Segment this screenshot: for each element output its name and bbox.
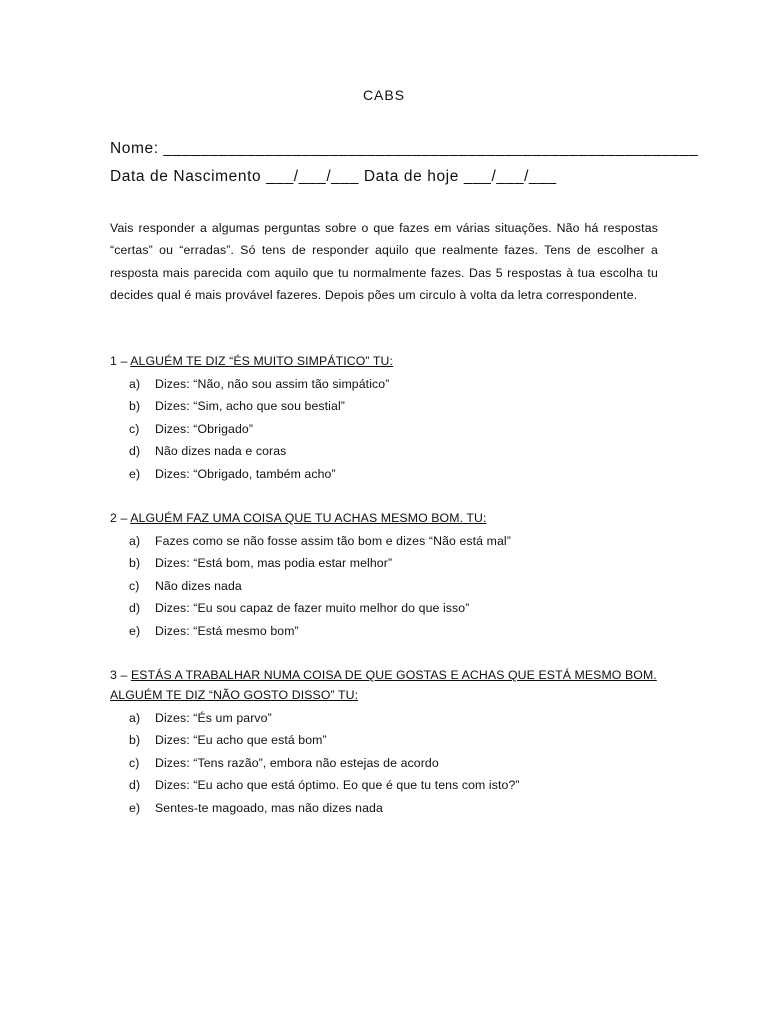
question-heading — [110, 508, 670, 528]
option-letter: d) — [129, 778, 141, 793]
option-e[interactable] — [110, 797, 670, 819]
option-text: Dizes: “És um parvo” — [155, 711, 272, 725]
option-b[interactable] — [110, 729, 670, 751]
option-text: Dizes: “Tens razão”, embora não estejas de acordo — [155, 755, 439, 770]
option-letter: a) — [129, 534, 141, 548]
option-text: Não dizes nada — [155, 578, 242, 593]
option-text: Dizes: “Eu acho que está bom” — [155, 733, 327, 748]
option-text: Fazes como se não fosse assim tão bom e dizes “Não está mal” — [155, 534, 511, 548]
option-letter: b) — [129, 556, 141, 571]
option-a[interactable] — [110, 530, 670, 552]
option-letter: d) — [129, 601, 141, 616]
option-letter: c) — [129, 755, 140, 770]
option-c[interactable] — [110, 418, 670, 440]
option-b[interactable] — [110, 552, 670, 574]
question-heading-continued — [110, 685, 670, 705]
option-letter: c) — [129, 578, 140, 593]
option-b[interactable] — [110, 395, 670, 417]
question-3 — [110, 665, 670, 819]
option-text: Dizes: “Eu sou capaz de fazer muito melhor do que isso” — [155, 601, 470, 616]
question-number: 1 – — [110, 354, 128, 368]
option-letter: b) — [129, 733, 141, 748]
name-field-line: Nome: __________________________________________________________ — [110, 140, 699, 157]
document-title: CABS — [362, 87, 406, 103]
option-d[interactable] — [110, 597, 670, 619]
option-letter: e) — [129, 800, 141, 815]
option-text: Dizes: “Obrigado” — [155, 421, 254, 436]
option-a[interactable] — [110, 373, 670, 395]
option-e[interactable] — [110, 620, 670, 642]
option-letter: c) — [129, 421, 140, 436]
options-list — [110, 707, 670, 819]
instructions-paragraph: Vais responder a algumas perguntas sobre o que fazes em várias situações. Não há respostas “certas” ou “erradas”. Só tens de responder aquilo que realmente fazes. Tens de escolher a resposta mais parecida com aquilo que tu normalmente fazes. Das 5 respostas à tua escolha tu decides qual é mais provável fazeres. Depois pões um circulo à volta da letra correspondente. — [110, 221, 658, 303]
option-letter: d) — [129, 444, 141, 459]
options-list — [110, 530, 670, 642]
question-2 — [110, 508, 670, 642]
question-text-continued: ALGUÉM TE DIZ “NÃO GOSTO DISSO” TU: — [110, 688, 359, 702]
option-letter: a) — [129, 377, 141, 391]
option-letter: e) — [129, 466, 141, 481]
question-number: 3 – — [110, 668, 128, 682]
option-text: Dizes: “Está mesmo bom” — [155, 623, 299, 638]
option-a[interactable] — [110, 707, 670, 729]
options-list — [110, 373, 670, 485]
option-text: Dizes: “Está bom, mas podia estar melhor” — [155, 556, 393, 571]
option-c[interactable] — [110, 752, 670, 774]
question-1 — [110, 351, 670, 485]
option-text: Dizes: “Eu acho que está óptimo. Eo que é que tu tens com isto?” — [155, 778, 520, 793]
option-letter: b) — [129, 399, 141, 414]
option-e[interactable] — [110, 463, 670, 485]
option-text: Dizes: “Obrigado, também acho” — [155, 466, 336, 481]
dates-field-line: Data de Nascimento ___/___/___ Data de hoje ___/___/___ — [110, 168, 557, 185]
question-heading — [110, 351, 670, 371]
question-number: 2 – — [110, 511, 128, 525]
option-d[interactable] — [110, 774, 670, 796]
question-text: ALGUÉM FAZ UMA COISA QUE TU ACHAS MESMO BOM. TU: — [130, 511, 487, 525]
option-letter: a) — [129, 711, 141, 725]
option-text: Dizes: “Não, não sou assim tão simpático” — [155, 377, 390, 391]
question-text: ALGUÉM TE DIZ “ÉS MUITO SIMPÁTICO” TU: — [130, 354, 393, 368]
option-letter: e) — [129, 623, 141, 638]
option-text: Sentes-te magoado, mas não dizes nada — [155, 800, 383, 815]
question-heading — [110, 665, 670, 685]
option-c[interactable] — [110, 575, 670, 597]
option-text: Não dizes nada e coras — [155, 444, 287, 459]
option-d[interactable] — [110, 440, 670, 462]
option-text: Dizes: “Sim, acho que sou bestial” — [155, 399, 345, 414]
question-text: ESTÁS A TRABALHAR NUMA COISA DE QUE GOSTAS E ACHAS QUE ESTÁ MESMO BOM. — [130, 668, 657, 682]
